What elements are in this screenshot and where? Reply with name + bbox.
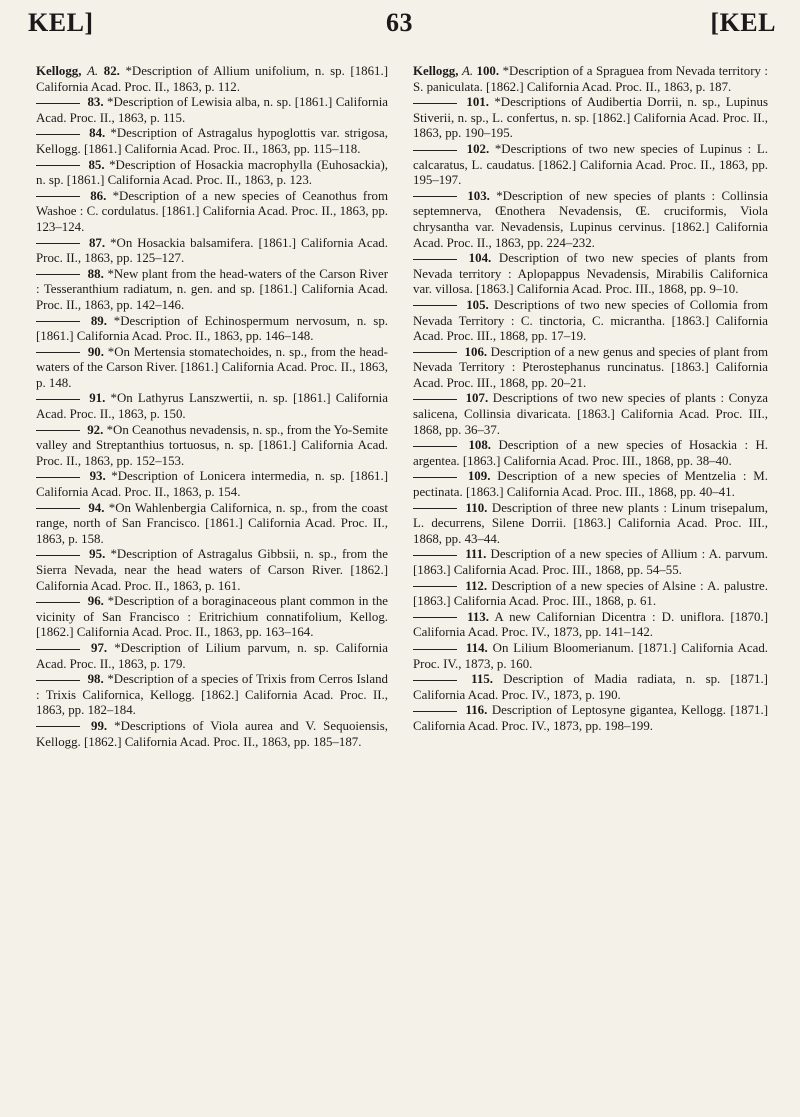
entry-number: 102. [466, 141, 490, 156]
ditto-dash [413, 446, 457, 447]
entry-text: Description of a new species of Mentzelia : M. pectinata. [1863.] California Acad. Proc. III., 1868, pp. 40–41. [413, 469, 768, 500]
ditto-dash [36, 196, 80, 197]
author-initial: A. [461, 64, 474, 78]
entry-number: 90. [87, 344, 104, 359]
entry-number: 98. [87, 672, 104, 687]
ditto-dash [413, 586, 457, 587]
entry-number: 115. [471, 672, 493, 687]
entry-number: 109. [467, 469, 491, 484]
entry-number: 88. [87, 266, 104, 281]
entry-number: 100. [476, 64, 500, 78]
bibliography-entry [413, 251, 768, 298]
ditto-dash [36, 165, 80, 166]
entry-number: 83. [87, 95, 104, 110]
entry-number: 111. [465, 547, 487, 562]
entry-text: *On Lathyrus Lanszwertii, n. sp. [1861.] California Acad. Proc. II., 1863, p. 150. [36, 391, 388, 422]
ditto-dash [413, 555, 457, 556]
bibliography-entry [36, 345, 388, 392]
entry-text: *On Wahlenbergia Californica, n. sp., from the coast range, north of San Francisco. [1861.] California Acad. Proc. II., 1863, p. 158. [36, 500, 388, 546]
entry-text: *Description of new species of plants : Collinsia septemnerva, Œnothera Nevadensis, Œ. cruciformis, Viola chrysantha var. Nevadensis, Lupinus cervinus. [1862.] California Acad. Proc. II., 1863, pp. 224–232. [413, 188, 768, 250]
bibliography-entry [413, 610, 768, 641]
entry-text: Description of three new plants : Linum trisepalum, L. decurrens, Silene Dorrii. [1863.] California Acad. Proc. III., 1868, pp. 43–44. [413, 500, 768, 546]
entry-text: Descriptions of two new species of Collomia from Nevada Territory : C. tinctoria, C. micrantha. [1863.] California Acad. Proc. III., 1868, pp. 17–19. [413, 297, 768, 344]
ditto-dash [413, 399, 457, 400]
entry-number: 95. [89, 547, 106, 562]
ditto-dash [36, 726, 80, 727]
entry-number: 108. [468, 438, 491, 453]
entry-text: *Description of Lilium parvum, n. sp. California Acad. Proc. II., 1863, p. 179. [36, 640, 388, 671]
entry-text: *Description of Astragalus hypoglottis var. strigosa, Kellogg. [1861.] California Acad. Proc. II., 1863, pp. 115–118. [36, 126, 388, 156]
entry-number: 105. [466, 297, 489, 312]
entry-number: 104. [468, 251, 492, 266]
bibliography-entry [36, 158, 388, 189]
entry-number: 82. [103, 64, 120, 78]
entry-text: *Description of a Spraguea from Nevada territory : S. paniculata. [1862.] California Acad. Proc. II., 1863, p. 187. [413, 64, 768, 94]
bibliography-entry [36, 641, 388, 672]
ditto-dash [36, 555, 80, 556]
entry-text: *Description of Echinospermum nervosum, n. sp. [1861.] California Acad. Proc. II., 1863, pp. 146–148. [36, 313, 388, 344]
entry-text: *Description of Astragalus Gibbsii, n. sp., from the Sierra Nevada, near the head waters of Carson River. [1862.] California Acad. Proc. II., 1863, p. 161. [36, 547, 388, 593]
bibliography-entry [36, 719, 388, 750]
author-initial: A. [87, 64, 99, 78]
entry-number: 107. [465, 391, 489, 406]
ditto-dash [36, 352, 80, 353]
entry-text: Description of two new species of plants from Nevada territory : Aplopappus Nevadensis, Mirabilis Californica var. villosa. [1863.] California Acad. Proc. III., 1868, pp. 9–10. [413, 251, 769, 297]
entry-text: *Description of a species of Trixis from Cerros Island : Trixis Californica, Kellogg. [1862.] California Acad. Proc. II., 1863, pp. 182–184. [36, 672, 388, 718]
entry-number: 103. [467, 188, 490, 203]
author-name: Kellogg, [36, 64, 82, 78]
bibliography-entry [36, 126, 388, 157]
entry-text: *On Hosackia balsamifera. [1861.] California Acad. Proc. II., 1863, pp. 125–127. [36, 235, 388, 266]
entry-text: Description of Madia radiata, n. sp. [1871.] California Acad. Proc. IV., 1873, p. 190. [413, 672, 768, 702]
ditto-dash [413, 352, 457, 353]
ditto-dash [36, 134, 80, 135]
entry-number: 116. [465, 703, 488, 718]
ditto-dash [36, 602, 80, 603]
bibliography-entry [36, 423, 388, 470]
entry-number: 91. [89, 391, 106, 406]
bibliography-entry [413, 298, 768, 345]
left-column [36, 64, 388, 750]
ditto-dash [36, 243, 80, 244]
entry-number: 85. [88, 157, 105, 172]
entry-number: 92. [87, 422, 104, 437]
ditto-dash [413, 617, 457, 618]
author-name: Kellogg, [413, 64, 459, 78]
ditto-dash [413, 103, 457, 104]
entry-number: 114. [465, 640, 488, 655]
bibliography-entry [413, 672, 768, 703]
ditto-dash [413, 508, 457, 509]
entry-number: 94. [88, 500, 105, 515]
ditto-dash [36, 508, 80, 509]
ditto-dash [413, 711, 457, 712]
ditto-dash [36, 103, 80, 104]
entry-text: Description of a new genus and species of plant from Nevada Territory : Pterostephanus runcinatus. [1863.] California Acad. Proc. III., 1868, pp. 20–21. [413, 344, 769, 390]
ditto-dash [36, 430, 80, 431]
entry-text: *On Mertensia stomatechoides, n. sp., from the head-waters of the Carson River. [1861.] California Acad. Proc. II., 1863, p. 148. [36, 344, 388, 390]
entry-text: Description of a new species of Alsine : A. palustre. [1863.] California Acad. Proc. III., 1868, p. 61. [413, 578, 768, 609]
ditto-dash [36, 321, 80, 322]
header-left: KEL] [28, 8, 94, 37]
entry-number: 97. [91, 640, 108, 655]
entry-text: *New plant from the head-waters of the Carson River : Tesseranthium radiatum, n. gen. and sp. [1861.] California Acad. Proc. II., 1863, pp. 142–146. [36, 266, 389, 312]
entry-text: *Description of a boraginaceous plant common in the vicinity of San Francisco : Eritrichium connatifolium, Kellog. [1862.] California Acad. Proc. II., 1863, pp. 163–164. [36, 594, 388, 640]
entry-number: 87. [88, 235, 106, 250]
bibliography-entry [413, 703, 768, 734]
bibliography-entry [36, 236, 388, 267]
bibliography-entry [36, 672, 388, 719]
ditto-dash [413, 259, 457, 260]
entry-number: 112. [465, 578, 488, 593]
bibliography-entry [36, 314, 388, 345]
bibliography-entry [413, 345, 768, 392]
entry-number: 93. [89, 469, 106, 484]
entry-text: *Description of Lewisia alba, n. sp. [1861.] California Acad. Proc. II., 1863, p. 115. [36, 95, 388, 125]
bibliography-entry [413, 142, 768, 189]
bibliography-entry [36, 391, 388, 422]
bibliography-entry [413, 391, 768, 438]
entry-number: 99. [91, 718, 108, 733]
bibliography-entry [413, 641, 768, 672]
bibliography-entry [413, 438, 768, 469]
bibliography-entry [36, 95, 388, 126]
bibliography-entry [36, 64, 388, 95]
entry-text: *Descriptions of Audibertia Dorrii, n. sp., Lupinus Stiverii, n. sp., L. confertus, n. sp. [1862.] California Acad. Proc. II., 1863, pp. 190–195. [413, 95, 768, 141]
bibliography-entry [413, 579, 768, 610]
ditto-dash [36, 477, 80, 478]
right-column [413, 64, 768, 735]
ditto-dash [36, 649, 80, 650]
bibliography-entry [36, 501, 388, 548]
ditto-dash [413, 150, 457, 151]
entry-number: 84. [89, 126, 106, 141]
header-right: [KEL [710, 8, 776, 37]
entry-text: Description of Leptosyne gigantea, Kellogg. [1871.] California Acad. Proc. IV., 1873, pp. 198–199. [413, 703, 768, 733]
bibliography-entry [36, 594, 388, 641]
entry-text: Descriptions of two new species of plants : Conyza salicena, Collinsia divaricata. [1863.] California Acad. Proc. III., 1868, pp. 36–37. [413, 391, 768, 437]
bibliography-entry [413, 547, 768, 578]
bibliography-entry [36, 547, 388, 594]
ditto-dash [36, 399, 80, 400]
bibliography-entry [413, 95, 768, 142]
ditto-dash [413, 477, 457, 478]
ditto-dash [413, 649, 457, 650]
entry-number: 89. [90, 313, 107, 328]
ditto-dash [36, 680, 80, 681]
entry-number: 110. [465, 500, 488, 515]
bibliography-entry [413, 469, 768, 500]
entry-text: *On Ceanothus nevadensis, n. sp., from the Yo-Semite valley and Streptanthius tortuosus, n. sp. [1861.] California Acad. Proc. II., 1863, pp. 152–153. [36, 422, 389, 468]
entry-text: *Description of a new species of Ceanothus from Washoe : C. cordulatus. [1861.] California Acad. Proc. II., 1863, pp. 123–124. [36, 188, 388, 234]
entry-number: 113. [467, 609, 489, 624]
bibliography-entry [413, 501, 768, 548]
entry-text: Description of a new species of Hosackia : H. argentea. [1863.] California Acad. Proc. III., 1868, pp. 38–40. [413, 438, 768, 468]
bibliography-entry [413, 189, 768, 251]
ditto-dash [36, 274, 80, 275]
ditto-dash [413, 680, 457, 681]
page-number: 63 [386, 8, 413, 37]
ditto-dash [413, 305, 457, 306]
entry-text: A new Californian Dicentra : D. uniflora. [1870.] California Acad. Proc. IV., 1873, pp. 141–142. [413, 609, 768, 640]
entry-text: *Description of Allium unifolium, n. sp. [1861.] California Acad. Proc. II., 1863, p. 112. [36, 64, 388, 94]
bibliography-entry [36, 189, 388, 236]
bibliography-entry [413, 64, 768, 95]
entry-number: 106. [464, 344, 488, 359]
entry-text: *Descriptions of Viola aurea and V. Sequoiensis, Kellogg. [1862.] California Acad. Proc. II., 1863, pp. 185–187. [36, 718, 388, 749]
ditto-dash [413, 196, 457, 197]
entry-number: 86. [90, 188, 107, 203]
entry-text: *Description of Lonicera intermedia, n. sp. [1861.] California Acad. Proc. II., 1863, p. 154. [36, 469, 388, 500]
entry-number: 96. [87, 594, 104, 609]
entry-text: Description of a new species of Allium : A. parvum. [1863.] California Acad. Proc. III., 1868, pp. 54–55. [413, 547, 768, 577]
entry-text: *Descriptions of two new species of Lupinus : L. calcaratus, L. caudatus. [1862.] California Acad. Proc. II., 1863, pp. 195–197. [413, 141, 768, 188]
bibliography-entry [36, 267, 388, 314]
page-header [0, 8, 800, 48]
entry-text: *Description of Hosackia macrophylla (Euhosackia), n. sp. [1861.] California Acad. Proc. II., 1863, p. 123. [36, 157, 388, 188]
entry-number: 101. [466, 95, 489, 110]
entry-text: On Lilium Bloomerianum. [1871.] California Acad. Proc. IV., 1873, p. 160. [413, 640, 768, 671]
bibliography-entry [36, 469, 388, 500]
